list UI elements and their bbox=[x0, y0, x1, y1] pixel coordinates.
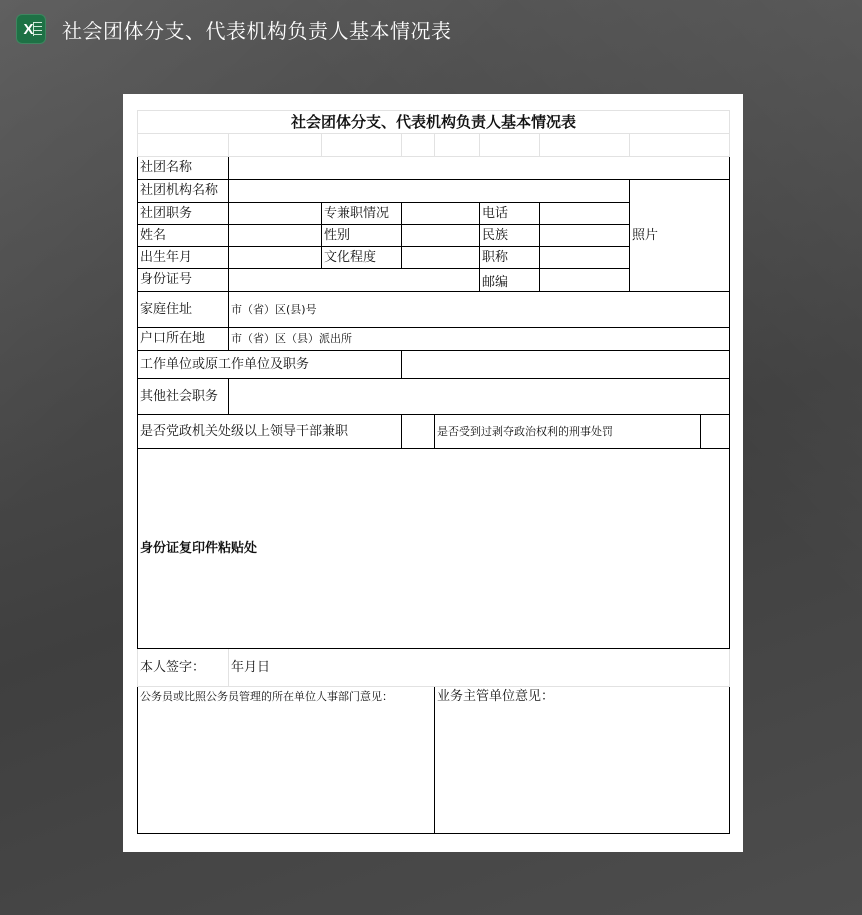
input-postcode[interactable] bbox=[540, 269, 630, 292]
label-ethnicity: 民族 bbox=[480, 225, 540, 247]
input-phone[interactable] bbox=[540, 203, 630, 225]
label-education: 文化程度 bbox=[322, 247, 402, 269]
input-gender[interactable] bbox=[402, 225, 480, 247]
input-org-branch-name[interactable] bbox=[229, 180, 630, 203]
blank-cell[interactable] bbox=[435, 134, 480, 157]
input-penalty-answer[interactable] bbox=[701, 415, 730, 449]
input-work-unit[interactable] bbox=[402, 351, 730, 379]
label-other-social-positions: 其他社会职务 bbox=[138, 379, 229, 415]
form-title: 社会团体分支、代表机构负责人基本情况表 bbox=[138, 111, 730, 134]
signature-date-field[interactable]: 年月日 bbox=[229, 649, 730, 687]
input-id-number[interactable] bbox=[229, 269, 480, 292]
spreadsheet-page bbox=[123, 94, 743, 852]
label-org-position: 社团职务 bbox=[138, 203, 229, 225]
input-org-name[interactable] bbox=[229, 157, 730, 180]
label-work-unit: 工作单位或原工作单位及职务 bbox=[138, 351, 402, 379]
app-title: 社会团体分支、代表机构负责人基本情况表 bbox=[62, 18, 452, 43]
excel-icon-grid bbox=[33, 22, 42, 36]
label-home-address: 家庭住址 bbox=[138, 292, 229, 328]
supervisor-opinion-box[interactable]: 业务主管单位意见： bbox=[435, 687, 730, 834]
label-party-leader-question: 是否党政机关处级以上领导干部兼职 bbox=[138, 415, 402, 449]
photo-box[interactable]: 照片 bbox=[630, 180, 730, 292]
input-household-location[interactable]: 市（省）区（县）派出所 bbox=[229, 328, 730, 351]
input-fulltime-parttime[interactable] bbox=[402, 203, 480, 225]
input-ethnicity[interactable] bbox=[540, 225, 630, 247]
excel-icon bbox=[16, 14, 46, 44]
label-org-branch-name: 社团机构名称 bbox=[138, 180, 229, 203]
input-home-address[interactable]: 市（省）区(县)号 bbox=[229, 292, 730, 328]
label-gender: 性别 bbox=[322, 225, 402, 247]
input-other-social-positions[interactable] bbox=[229, 379, 730, 415]
excel-icon-letter: X bbox=[23, 20, 34, 38]
blank-cell[interactable] bbox=[540, 134, 630, 157]
label-org-name: 社团名称 bbox=[138, 157, 229, 180]
input-org-position[interactable] bbox=[229, 203, 322, 225]
blank-cell[interactable] bbox=[630, 134, 730, 157]
label-penalty-question: 是否受到过剥夺政治权利的刑事处罚 bbox=[435, 415, 701, 449]
label-name: 姓名 bbox=[138, 225, 229, 247]
blank-cell[interactable] bbox=[402, 134, 435, 157]
input-birth-date[interactable] bbox=[229, 247, 322, 269]
label-id-number: 身份证号 bbox=[138, 269, 229, 292]
blank-cell[interactable] bbox=[229, 134, 322, 157]
input-education[interactable] bbox=[402, 247, 480, 269]
label-phone: 电话 bbox=[480, 203, 540, 225]
input-name[interactable] bbox=[229, 225, 322, 247]
blank-cell[interactable] bbox=[138, 134, 229, 157]
input-job-title[interactable] bbox=[540, 247, 630, 269]
blank-cell[interactable] bbox=[322, 134, 402, 157]
label-job-title: 职称 bbox=[480, 247, 540, 269]
form-table bbox=[137, 110, 730, 834]
window-titlebar bbox=[16, 12, 452, 46]
id-copy-paste-area[interactable]: 身份证复印件粘贴处 bbox=[138, 449, 730, 649]
label-postcode: 邮编 bbox=[480, 269, 540, 292]
label-signature: 本人签字： bbox=[138, 649, 229, 687]
blank-cell[interactable] bbox=[480, 134, 540, 157]
input-party-leader-answer[interactable] bbox=[402, 415, 435, 449]
label-household-location: 户口所在地 bbox=[138, 328, 229, 351]
label-birth-date: 出生年月 bbox=[138, 247, 229, 269]
label-fulltime-parttime: 专兼职情况 bbox=[322, 203, 402, 225]
hr-opinion-box[interactable]: 公务员或比照公务员管理的所在单位人事部门意见： bbox=[138, 687, 435, 834]
